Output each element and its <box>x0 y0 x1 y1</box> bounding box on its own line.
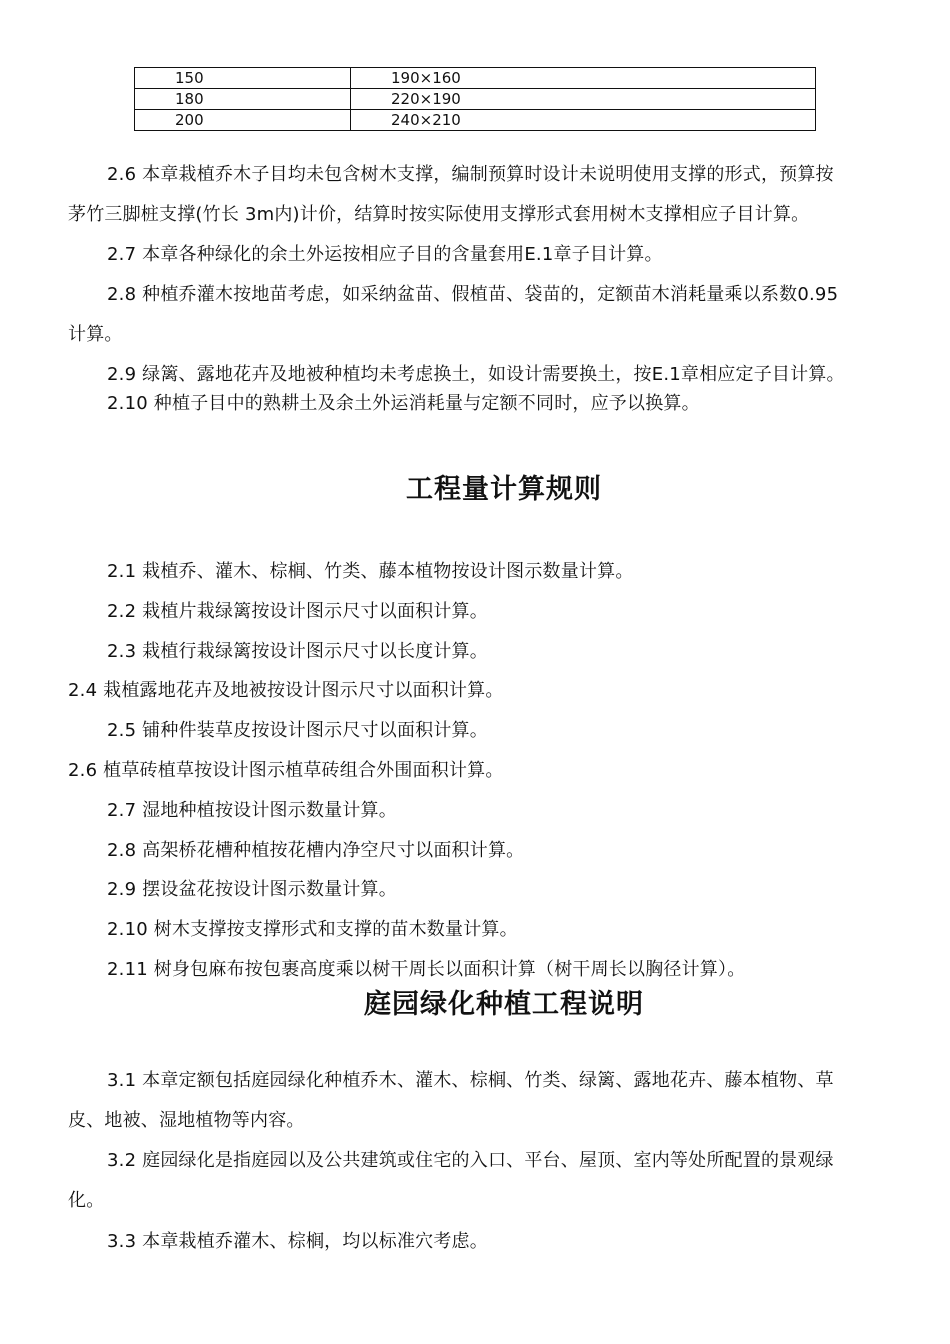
rule-2-9: 2.9 摆设盆花按设计图示数量计算。 <box>107 879 397 900</box>
rule-2-8: 2.8 高架桥花槽种植按花槽内净空尺寸以面积计算。 <box>107 840 525 861</box>
paragraph-2-9: 2.9 绿篱、露地花卉及地被种植均未考虑换土，如设计需要换土，按E.1章相应定子目计算。 <box>107 364 845 385</box>
paragraph-3-1-line-2: 皮、地被、湿地植物等内容。 <box>68 1110 305 1131</box>
rule-2-4: 2.4 栽植露地花卉及地被按设计图示尺寸以面积计算。 <box>68 680 504 701</box>
paragraph-3-2-line-2: 化。 <box>68 1190 105 1211</box>
size-table <box>134 67 816 131</box>
heading-garden-planting: 庭园绿化种植工程说明 <box>364 989 644 1020</box>
rule-2-1: 2.1 栽植乔、灌木、棕榈、竹类、藤本植物按设计图示数量计算。 <box>107 561 634 582</box>
table-row <box>135 68 816 89</box>
table-cell: 240×210 <box>351 110 816 131</box>
table-cell: 150 <box>135 68 351 89</box>
table-row <box>135 110 816 131</box>
paragraph-2-7: 2.7 本章各种绿化的余土外运按相应子目的含量套用E.1章子目计算。 <box>107 244 663 265</box>
rule-2-6: 2.6 植草砖植草按设计图示植草砖组合外围面积计算。 <box>68 760 504 781</box>
rule-2-7: 2.7 湿地种植按设计图示数量计算。 <box>107 800 397 821</box>
paragraph-3-2-line-1: 3.2 庭园绿化是指庭园以及公共建筑或住宅的入口、平台、屋顶、室内等处所配置的景观绿 <box>107 1150 834 1171</box>
rule-2-5: 2.5 铺种件装草皮按设计图示尺寸以面积计算。 <box>107 720 488 741</box>
rule-2-10: 2.10 树木支撑按支撑形式和支撑的苗木数量计算。 <box>107 919 518 940</box>
paragraph-2-6-line-2: 茅竹三脚桩支撑(竹长 3m内)计价，结算时按实际使用支撑形式套用树木支撑相应子目计算。 <box>68 204 810 225</box>
paragraph-2-6-line-1: 2.6 本章栽植乔木子目均未包含树木支撑，编制预算时设计未说明使用支撑的形式，预算按 <box>107 164 834 185</box>
table-cell: 180 <box>135 89 351 110</box>
paragraph-2-8-line-2: 计算。 <box>68 324 123 345</box>
paragraph-3-1-line-1: 3.1 本章定额包括庭园绿化种植乔木、灌木、棕榈、竹类、绿篱、露地花卉、藤本植物、草 <box>107 1070 834 1091</box>
rule-2-3: 2.3 栽植行栽绿篱按设计图示尺寸以长度计算。 <box>107 641 488 662</box>
paragraph-2-10: 2.10 种植子目中的熟耕土及余土外运消耗量与定额不同时，应予以换算。 <box>107 393 700 414</box>
table-cell: 220×190 <box>351 89 816 110</box>
paragraph-3-3: 3.3 本章栽植乔灌木、棕榈，均以标准穴考虑。 <box>107 1231 488 1252</box>
table-row <box>135 89 816 110</box>
table-cell: 190×160 <box>351 68 816 89</box>
table-cell: 200 <box>135 110 351 131</box>
heading-quantity-rules: 工程量计算规则 <box>406 474 602 505</box>
rule-2-2: 2.2 栽植片栽绿篱按设计图示尺寸以面积计算。 <box>107 601 488 622</box>
rule-2-11: 2.11 树身包麻布按包裹高度乘以树干周长以面积计算（树干周长以胸径计算）。 <box>107 959 746 980</box>
paragraph-2-8-line-1: 2.8 种植乔灌木按地苗考虑，如采纳盆苗、假植苗、袋苗的，定额苗木消耗量乘以系数0.95 <box>107 284 839 305</box>
